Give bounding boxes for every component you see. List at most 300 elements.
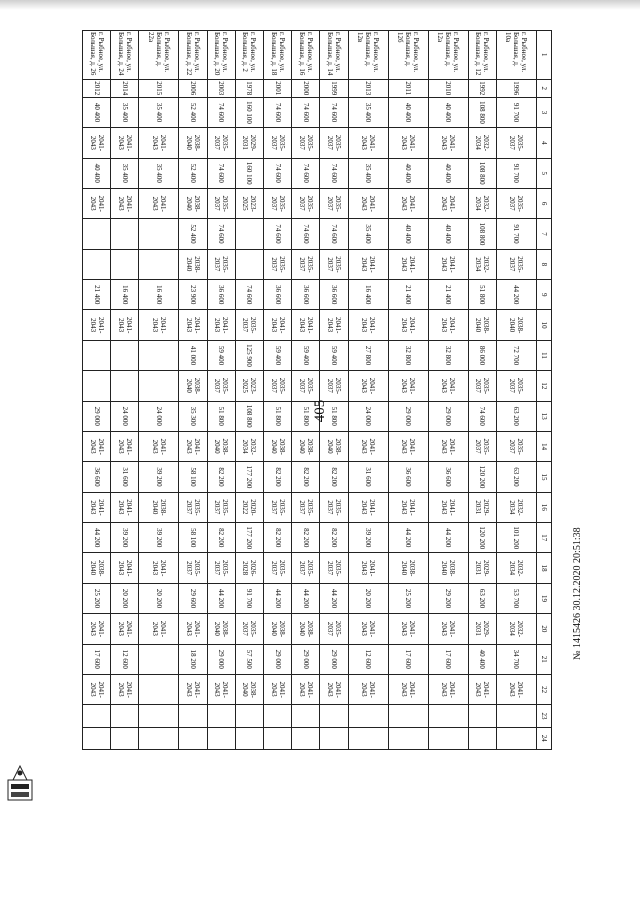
table-cell: 2038-2040 [264, 431, 292, 461]
table-row [139, 31, 179, 750]
table-body [83, 31, 537, 750]
table-cell: 29 000 [83, 401, 111, 431]
table-cell: 44 200 [264, 583, 292, 613]
table-cell: 2035-2037 [468, 371, 496, 401]
table-cell: 2041-2043 [320, 310, 348, 340]
column-header: 18 [537, 553, 552, 583]
table-cell: 2038-2040 [292, 614, 320, 644]
table-cell: 2041-2043 [388, 310, 428, 340]
table-cell: 18 200 [179, 644, 207, 674]
table-cell: 2041-2043 [428, 614, 468, 644]
table-cell [388, 727, 428, 749]
table-cell: 31 600 [348, 462, 388, 492]
table-cell: 2035-2037 [496, 249, 536, 279]
table-cell: 2041-2043 [428, 674, 468, 704]
table-cell: 59 400 [207, 340, 235, 370]
table-cell: 108 800 [468, 158, 496, 188]
table-cell: 74 600 [207, 158, 235, 188]
table-cell [264, 705, 292, 727]
column-header: 23 [537, 705, 552, 727]
table-cell: 51 800 [292, 401, 320, 431]
column-header: 13 [537, 401, 552, 431]
table-cell: 74 600 [235, 280, 263, 310]
table-cell: 74 600 [207, 97, 235, 127]
address-cell: г. Рыбное, ул. Большая, д. 22 [179, 31, 207, 80]
table-cell: 51 800 [468, 280, 496, 310]
table-row [388, 31, 428, 750]
address-cell: г. Рыбное, ул. Большая, д. 26 [83, 31, 111, 80]
table-cell [235, 249, 263, 279]
page-number: 405 [312, 399, 328, 423]
table-cell: 2041-2043 [83, 674, 111, 704]
table-cell: 2041-2043 [111, 674, 139, 704]
table-cell: 52 400 [179, 219, 207, 249]
table-cell [428, 705, 468, 727]
table-cell: 2035-2037 [207, 188, 235, 218]
table-cell [179, 705, 207, 727]
column-header: 21 [537, 644, 552, 674]
table-cell: 91 700 [496, 97, 536, 127]
table-cell: 2001 [264, 79, 292, 97]
table-cell: 32 800 [388, 340, 428, 370]
table-cell: 2035-2037 [207, 492, 235, 522]
table-cell: 74 600 [320, 97, 348, 127]
table-rotated [82, 30, 552, 750]
table-cell: 2038-2040 [388, 553, 428, 583]
table-cell: 2041-2043 [111, 614, 139, 644]
address-cell: г. Рыбное, ул. Большая, д. 10а [496, 31, 536, 80]
table-cell [111, 371, 139, 401]
table-cell: 2041-2043 [139, 310, 179, 340]
table-cell: 36 600 [428, 462, 468, 492]
table-cell: 59 400 [320, 340, 348, 370]
table-cell: 20 200 [348, 583, 388, 613]
table-cell: 2041-2043 [83, 310, 111, 340]
table-cell: 2032-2034 [468, 128, 496, 158]
table-cell: 2041-2043 [496, 674, 536, 704]
table-cell: 44 200 [292, 583, 320, 613]
address-cell: г. Рыбное, ул. Большая, д. 12б [388, 31, 428, 80]
table-cell: 2041-2043 [428, 310, 468, 340]
table-cell: 2035-2037 [496, 431, 536, 461]
table-cell: 2035-2037 [320, 249, 348, 279]
table-cell: 2035-2037 [292, 553, 320, 583]
table-cell: 1996 [496, 79, 536, 97]
address-cell: г. Рыбное, ул. Большая, д. 16 [292, 31, 320, 80]
table-cell: 17 600 [83, 644, 111, 674]
table-cell [235, 727, 263, 749]
table-cell: 63 200 [496, 401, 536, 431]
table-cell: 2041-2043 [83, 614, 111, 644]
column-header: 6 [537, 188, 552, 218]
table-cell: 2041-2043 [348, 249, 388, 279]
table-cell: 2029-2031 [235, 128, 263, 158]
table-row [264, 31, 292, 750]
table-cell: 16 400 [139, 280, 179, 310]
table-cell: 2041-2043 [139, 553, 179, 583]
table-cell: 2041-2043 [111, 310, 139, 340]
table-cell: 2041-2043 [111, 128, 139, 158]
table-cell [496, 705, 536, 727]
table-cell: 2038-2040 [320, 431, 348, 461]
table-cell: 2038-2040 [235, 674, 263, 704]
table-cell: 2032-2034 [468, 188, 496, 218]
table-cell: 2041-2043 [83, 492, 111, 522]
table-cell: 2035-2037 [320, 128, 348, 158]
table-cell: 2006 [179, 79, 207, 97]
footer-signature: № 1415426 30.12.2020 20:51:38 [572, 527, 583, 660]
table-cell: 2035-2037 [496, 128, 536, 158]
table-cell: 44 200 [428, 523, 468, 553]
table-cell: 2035-2037 [292, 249, 320, 279]
table-cell [320, 705, 348, 727]
table-cell [139, 219, 179, 249]
table-cell: 2035-2037 [292, 128, 320, 158]
table-cell: 29 000 [264, 644, 292, 674]
table-cell: 160 100 [235, 97, 263, 127]
header-row [537, 31, 552, 750]
table-cell: 25 200 [83, 583, 111, 613]
table-cell: 2041-2043 [207, 674, 235, 704]
table-cell: 36 600 [388, 462, 428, 492]
column-header: 3 [537, 97, 552, 127]
table-cell: 2032-2034 [496, 553, 536, 583]
column-header: 11 [537, 340, 552, 370]
table-cell: 29 000 [320, 644, 348, 674]
table-cell: 24 000 [139, 401, 179, 431]
table-cell [83, 727, 111, 749]
table-cell: 2041-2043 [428, 371, 468, 401]
table-cell: 23 900 [179, 280, 207, 310]
table-cell [235, 705, 263, 727]
table-cell: 2035-2037 [264, 249, 292, 279]
table-cell: 2038-2040 [468, 310, 496, 340]
table-cell: 2032-2034 [235, 431, 263, 461]
table-row [235, 31, 263, 750]
table-cell: 35 400 [139, 97, 179, 127]
table-cell: 120 200 [468, 523, 496, 553]
table-cell [496, 727, 536, 749]
table-cell: 36 600 [264, 280, 292, 310]
table-cell: 2038-2040 [428, 553, 468, 583]
table-cell: 2000 [292, 79, 320, 97]
table-cell: 29 200 [428, 583, 468, 613]
table-cell: 2038-2040 [179, 371, 207, 401]
table-cell: 35 400 [348, 158, 388, 188]
table-cell: 36 600 [292, 280, 320, 310]
table-cell: 2011 [388, 79, 428, 97]
table-cell: 2041-2043 [388, 371, 428, 401]
table-cell: 52 400 [179, 97, 207, 127]
table-cell: 2041-2043 [207, 310, 235, 340]
table-cell: 35 400 [348, 219, 388, 249]
table-row [292, 31, 320, 750]
column-header: 4 [537, 128, 552, 158]
table-row [111, 31, 139, 750]
table-cell: 29 000 [428, 401, 468, 431]
table-cell: 2041-2043 [139, 431, 179, 461]
column-header: 22 [537, 674, 552, 704]
table-cell: 2035-2037 [179, 553, 207, 583]
column-header: 17 [537, 523, 552, 553]
table-cell: 2015 [139, 79, 179, 97]
table-cell: 2038-2040 [139, 492, 179, 522]
table-cell: 2041-2043 [348, 431, 388, 461]
table-row [496, 31, 536, 750]
table-cell: 82 200 [292, 523, 320, 553]
table-row [348, 31, 388, 750]
column-header: 24 [537, 727, 552, 749]
table-cell: 2038-2040 [207, 431, 235, 461]
table-cell: 2035-2037 [292, 371, 320, 401]
table-cell: 2012 [83, 79, 111, 97]
table-cell: 2041-2043 [348, 614, 388, 644]
table-cell: 2041-2043 [388, 614, 428, 644]
table-cell: 2041-2043 [179, 431, 207, 461]
table-cell: 2041-2043 [83, 431, 111, 461]
table-cell [83, 705, 111, 727]
table-row [83, 31, 111, 750]
table-cell: 2041-2043 [139, 614, 179, 644]
stamp-icon [5, 760, 35, 802]
table-cell: 20 200 [139, 583, 179, 613]
column-header: 12 [537, 371, 552, 401]
table-cell: 2003 [207, 79, 235, 97]
table-cell: 44 200 [320, 583, 348, 613]
table-cell: 74 600 [207, 219, 235, 249]
table-cell: 35 400 [111, 158, 139, 188]
table-cell: 2035-2037 [207, 553, 235, 583]
table-cell: 12 600 [111, 644, 139, 674]
table-cell: 2038-2040 [496, 310, 536, 340]
table-cell: 2035-2037 [264, 188, 292, 218]
table-cell: 2032-2034 [496, 492, 536, 522]
table-cell [207, 705, 235, 727]
table-cell: 2035-2037 [292, 188, 320, 218]
table-cell: 91 700 [496, 219, 536, 249]
table-cell: 2041-2043 [292, 310, 320, 340]
table-cell: 74 600 [292, 158, 320, 188]
table-row [207, 31, 235, 750]
table-cell: 2041-2043 [83, 128, 111, 158]
table-cell: 2026-2028 [235, 553, 263, 583]
table-cell: 40 400 [388, 97, 428, 127]
table-cell: 2041-2043 [139, 188, 179, 218]
table-cell: 35 400 [139, 158, 179, 188]
table-cell: 44 200 [388, 523, 428, 553]
table-cell: 2041-2043 [468, 674, 496, 704]
table-cell: 21 400 [83, 280, 111, 310]
table-cell [428, 727, 468, 749]
address-cell: г. Рыбное, ул. Большая, д. 14 [320, 31, 348, 80]
table-cell: 58 100 [179, 462, 207, 492]
table-cell: 2035-2037 [264, 371, 292, 401]
table-cell [111, 705, 139, 727]
table-cell: 91 700 [235, 583, 263, 613]
table-cell: 2035-2037 [320, 614, 348, 644]
table-cell: 91 700 [496, 158, 536, 188]
table-cell: 2035-2037 [320, 371, 348, 401]
table-cell: 2041-2043 [348, 553, 388, 583]
column-header: 19 [537, 583, 552, 613]
table-cell: 2041-2043 [388, 188, 428, 218]
table-cell [139, 644, 179, 674]
table-cell [111, 340, 139, 370]
table-cell: 40 400 [388, 219, 428, 249]
table-cell: 2041-2043 [428, 188, 468, 218]
table-cell: 24 000 [111, 401, 139, 431]
table-cell: 40 400 [428, 219, 468, 249]
table-cell: 21 400 [388, 280, 428, 310]
table-cell: 29 000 [388, 401, 428, 431]
table-cell [139, 727, 179, 749]
table-cell: 101 200 [496, 523, 536, 553]
table-cell: 2020-2022 [235, 492, 263, 522]
table-cell [139, 705, 179, 727]
table-cell [320, 727, 348, 749]
table-cell: 2041-2043 [348, 674, 388, 704]
table-cell [111, 727, 139, 749]
table-cell: 2029-2031 [468, 553, 496, 583]
table-cell: 63 200 [468, 583, 496, 613]
column-header: 5 [537, 158, 552, 188]
table-cell: 36 600 [83, 462, 111, 492]
table-cell: 1992 [468, 79, 496, 97]
table-cell: 2014 [111, 79, 139, 97]
table-cell: 82 200 [207, 462, 235, 492]
table-cell: 125 900 [235, 340, 263, 370]
table-row [428, 31, 468, 750]
table-cell: 108 800 [468, 97, 496, 127]
table-cell: 17 600 [388, 644, 428, 674]
table-cell: 1978 [235, 79, 263, 97]
table-cell: 2041-2043 [388, 128, 428, 158]
table-cell: 32 800 [428, 340, 468, 370]
table-cell [111, 219, 139, 249]
table-cell: 2041-2043 [111, 492, 139, 522]
table-cell: 82 200 [264, 462, 292, 492]
table-cell [83, 340, 111, 370]
table-header [537, 31, 552, 750]
table-cell: 108 800 [235, 401, 263, 431]
table-cell: 57 500 [235, 644, 263, 674]
table-cell: 120 200 [468, 462, 496, 492]
table-cell: 2038-2040 [179, 249, 207, 279]
table-cell: 2035-2037 [320, 188, 348, 218]
table-cell: 2041-2043 [348, 188, 388, 218]
table-cell: 2041-2043 [348, 128, 388, 158]
table-cell: 2038-2040 [264, 614, 292, 644]
table-cell: 2041-2043 [388, 674, 428, 704]
table-cell [83, 249, 111, 279]
table-cell [348, 727, 388, 749]
table-cell: 40 400 [468, 644, 496, 674]
table-cell: 40 400 [428, 158, 468, 188]
table-cell: 2035-2037 [264, 128, 292, 158]
table-cell: 2035-2037 [207, 128, 235, 158]
table-cell: 34 700 [496, 644, 536, 674]
table-cell: 74 600 [320, 219, 348, 249]
table-cell: 2035-2037 [207, 249, 235, 279]
table-cell: 2038-2040 [179, 188, 207, 218]
table-cell: 52 400 [179, 158, 207, 188]
table-row [179, 31, 207, 750]
address-cell: г. Рыбное, ул. Большая, д. 24 [111, 31, 139, 80]
table-cell: 40 400 [388, 158, 428, 188]
table-cell [139, 340, 179, 370]
table-cell: 74 600 [292, 219, 320, 249]
table-cell: 24 000 [348, 401, 388, 431]
table-cell: 2035-2037 [264, 492, 292, 522]
table-cell: 2013 [348, 79, 388, 97]
address-cell: г. Рыбное, ул. Большая, д. 12а [428, 31, 468, 80]
table-cell: 59 400 [264, 340, 292, 370]
table-cell: 2041-2043 [388, 431, 428, 461]
table-cell: 177 200 [235, 523, 263, 553]
table-cell: 2041-2043 [179, 310, 207, 340]
table-cell: 35 300 [179, 401, 207, 431]
table-cell: 82 200 [320, 523, 348, 553]
table-cell [139, 249, 179, 279]
table-cell: 74 600 [264, 219, 292, 249]
table-cell: 58 100 [179, 523, 207, 553]
table-cell: 41 000 [179, 340, 207, 370]
table-cell: 2029-2031 [468, 492, 496, 522]
table-cell [83, 219, 111, 249]
table-cell: 44 200 [496, 280, 536, 310]
table-cell: 53 700 [496, 583, 536, 613]
table-cell [264, 727, 292, 749]
table-cell: 2041-2043 [428, 492, 468, 522]
table-cell: 2041-2043 [388, 249, 428, 279]
table-cell: 2035-2037 [292, 492, 320, 522]
table-cell: 177 200 [235, 462, 263, 492]
table-cell: 2041-2043 [348, 492, 388, 522]
table-cell [388, 705, 428, 727]
table-cell: 2041-2043 [388, 492, 428, 522]
table-cell: 25 200 [388, 583, 428, 613]
table-cell: 2023-2025 [235, 371, 263, 401]
address-cell: г. Рыбное, ул. Большая, д. 18 [264, 31, 292, 80]
table-row [320, 31, 348, 750]
table-cell: 2041-2043 [264, 674, 292, 704]
table-cell: 2038-2040 [292, 431, 320, 461]
table-cell: 72 700 [496, 340, 536, 370]
table-cell: 40 400 [83, 97, 111, 127]
table-cell: 27 800 [348, 340, 388, 370]
table-cell: 36 600 [320, 280, 348, 310]
table-cell: 86 000 [468, 340, 496, 370]
table-cell [83, 371, 111, 401]
column-header: 14 [537, 431, 552, 461]
table-cell: 2035-2037 [235, 614, 263, 644]
table-cell: 2041-2043 [292, 674, 320, 704]
table-cell: 2041-2043 [348, 310, 388, 340]
table-cell: 2041-2043 [320, 674, 348, 704]
table-cell: 82 200 [207, 523, 235, 553]
table-cell: 2041-2043 [111, 431, 139, 461]
scan-edge [0, 0, 640, 10]
table-cell: 74 600 [320, 158, 348, 188]
table-cell: 74 600 [292, 97, 320, 127]
table-cell: 108 800 [468, 219, 496, 249]
address-cell: г. Рыбное, ул. Большая, д. 22а [139, 31, 179, 80]
table-cell: 51 800 [264, 401, 292, 431]
address-cell: г. Рыбное, ул. Большая, д. 12в [348, 31, 388, 80]
table-cell: 39 200 [139, 462, 179, 492]
table-cell: 51 800 [207, 401, 235, 431]
table-cell: 82 200 [292, 462, 320, 492]
